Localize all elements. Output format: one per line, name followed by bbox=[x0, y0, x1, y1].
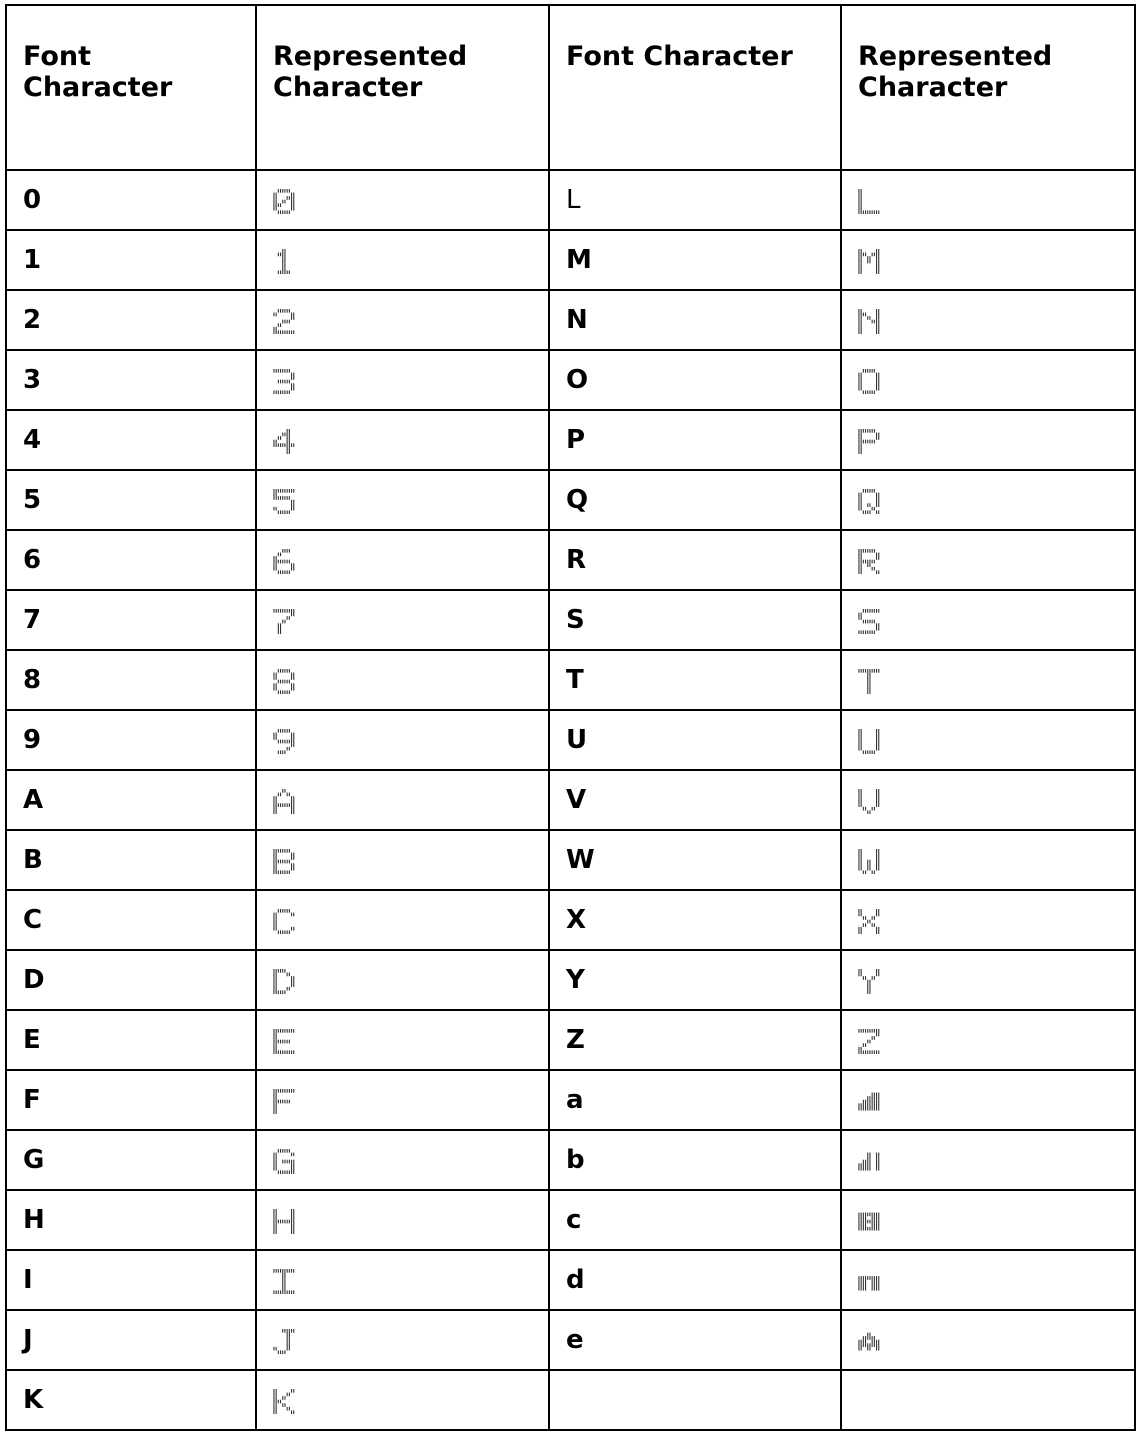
represented-character-glyph bbox=[858, 789, 880, 814]
represented-character-right bbox=[841, 410, 1135, 470]
font-character-left: 5 bbox=[6, 470, 256, 530]
font-character-left: E bbox=[6, 1010, 256, 1070]
font-character-left: 3 bbox=[6, 350, 256, 410]
represented-character-glyph bbox=[273, 849, 295, 874]
represented-character-glyph bbox=[273, 189, 295, 214]
represented-character-right bbox=[841, 1370, 1135, 1430]
represented-character-glyph bbox=[273, 909, 295, 934]
represented-character-right bbox=[841, 890, 1135, 950]
represented-character-glyph bbox=[273, 1209, 295, 1234]
represented-character-right bbox=[841, 830, 1135, 890]
font-character-left: 8 bbox=[6, 650, 256, 710]
represented-character-glyph bbox=[858, 369, 880, 394]
font-character-left: J bbox=[6, 1310, 256, 1370]
represented-character-left bbox=[256, 830, 549, 890]
represented-character-right bbox=[841, 230, 1135, 290]
represented-character-glyph bbox=[858, 1089, 880, 1114]
represented-character-glyph bbox=[858, 969, 880, 994]
font-character-left: G bbox=[6, 1130, 256, 1190]
represented-character-right bbox=[841, 710, 1135, 770]
table-row bbox=[6, 1310, 1135, 1370]
represented-character-left bbox=[256, 890, 549, 950]
represented-character-glyph bbox=[858, 189, 880, 214]
represented-character-glyph bbox=[858, 309, 880, 334]
represented-character-glyph bbox=[273, 1029, 295, 1054]
represented-character-glyph bbox=[273, 549, 295, 574]
font-character-right: R bbox=[549, 530, 841, 590]
represented-character-glyph bbox=[858, 1329, 880, 1354]
table-row bbox=[6, 290, 1135, 350]
represented-character-glyph bbox=[273, 1329, 295, 1354]
table-row bbox=[6, 830, 1135, 890]
font-character-right: L bbox=[549, 170, 841, 230]
table-row bbox=[6, 410, 1135, 470]
represented-character-right bbox=[841, 590, 1135, 650]
font-character-left: B bbox=[6, 830, 256, 890]
represented-character-left bbox=[256, 650, 549, 710]
represented-character-glyph bbox=[858, 849, 880, 874]
represented-character-glyph bbox=[858, 249, 880, 274]
represented-character-glyph bbox=[273, 669, 295, 694]
font-character-left: 2 bbox=[6, 290, 256, 350]
header-font-character-2: Font Character bbox=[549, 5, 841, 170]
represented-character-right bbox=[841, 530, 1135, 590]
header-represented-character-1: Represented Character bbox=[256, 5, 549, 170]
represented-character-left bbox=[256, 170, 549, 230]
table-row bbox=[6, 1190, 1135, 1250]
table-row bbox=[6, 170, 1135, 230]
font-character-right: W bbox=[549, 830, 841, 890]
represented-character-left bbox=[256, 770, 549, 830]
represented-character-left bbox=[256, 1190, 549, 1250]
represented-character-glyph bbox=[273, 789, 295, 814]
table-row bbox=[6, 950, 1135, 1010]
table-row bbox=[6, 890, 1135, 950]
font-character-right: Q bbox=[549, 470, 841, 530]
font-character-left: I bbox=[6, 1250, 256, 1310]
represented-character-right bbox=[841, 170, 1135, 230]
represented-character-right bbox=[841, 1070, 1135, 1130]
font-character-right: d bbox=[549, 1250, 841, 1310]
font-character-right: N bbox=[549, 290, 841, 350]
table-row bbox=[6, 530, 1135, 590]
represented-character-left bbox=[256, 1250, 549, 1310]
represented-character-left bbox=[256, 1310, 549, 1370]
represented-character-right bbox=[841, 290, 1135, 350]
represented-character-glyph bbox=[858, 1029, 880, 1054]
represented-character-glyph bbox=[273, 1269, 295, 1294]
font-character-left: 9 bbox=[6, 710, 256, 770]
represented-character-left bbox=[256, 1010, 549, 1070]
font-character-right: c bbox=[549, 1190, 841, 1250]
represented-character-glyph bbox=[858, 729, 880, 754]
represented-character-glyph bbox=[273, 249, 295, 274]
represented-character-right bbox=[841, 350, 1135, 410]
represented-character-glyph bbox=[273, 729, 295, 754]
represented-character-right bbox=[841, 650, 1135, 710]
font-character-left: 1 bbox=[6, 230, 256, 290]
table-row bbox=[6, 230, 1135, 290]
font-character-left: 0 bbox=[6, 170, 256, 230]
font-character-right: Z bbox=[549, 1010, 841, 1070]
font-character-right: X bbox=[549, 890, 841, 950]
represented-character-left bbox=[256, 530, 549, 590]
font-character-right: Y bbox=[549, 950, 841, 1010]
represented-character-glyph bbox=[858, 1149, 880, 1174]
font-character-left: K bbox=[6, 1370, 256, 1430]
table-row bbox=[6, 590, 1135, 650]
represented-character-left bbox=[256, 590, 549, 650]
font-character-left: H bbox=[6, 1190, 256, 1250]
font-character-right bbox=[549, 1370, 841, 1430]
font-character-left: D bbox=[6, 950, 256, 1010]
represented-character-left bbox=[256, 1370, 549, 1430]
font-character-left: 6 bbox=[6, 530, 256, 590]
represented-character-left bbox=[256, 1070, 549, 1130]
font-character-left: A bbox=[6, 770, 256, 830]
represented-character-glyph bbox=[273, 1389, 295, 1414]
table-row bbox=[6, 710, 1135, 770]
font-character-left: F bbox=[6, 1070, 256, 1130]
represented-character-glyph bbox=[858, 1209, 880, 1234]
represented-character-left bbox=[256, 230, 549, 290]
represented-character-glyph bbox=[273, 1089, 295, 1114]
table-row bbox=[6, 1370, 1135, 1430]
represented-character-glyph bbox=[858, 489, 880, 514]
font-character-right: b bbox=[549, 1130, 841, 1190]
represented-character-right bbox=[841, 1310, 1135, 1370]
represented-character-right bbox=[841, 950, 1135, 1010]
represented-character-glyph bbox=[273, 369, 295, 394]
represented-character-glyph bbox=[858, 429, 880, 454]
header-row bbox=[6, 5, 1135, 170]
represented-character-glyph bbox=[273, 1149, 295, 1174]
represented-character-left bbox=[256, 350, 549, 410]
font-character-right: S bbox=[549, 590, 841, 650]
represented-character-glyph bbox=[273, 609, 295, 634]
represented-character-glyph bbox=[858, 549, 880, 574]
represented-character-left bbox=[256, 1130, 549, 1190]
table-row bbox=[6, 770, 1135, 830]
font-character-right: U bbox=[549, 710, 841, 770]
table-row bbox=[6, 1010, 1135, 1070]
header-represented-character-2: Represented Character bbox=[841, 5, 1135, 170]
font-character-right: a bbox=[549, 1070, 841, 1130]
table-row bbox=[6, 350, 1135, 410]
font-character-left: 7 bbox=[6, 590, 256, 650]
font-character-right: O bbox=[549, 350, 841, 410]
represented-character-glyph bbox=[273, 429, 295, 454]
font-mapping-table bbox=[5, 4, 1136, 1431]
represented-character-glyph bbox=[273, 489, 295, 514]
represented-character-left bbox=[256, 470, 549, 530]
represented-character-glyph bbox=[858, 669, 880, 694]
represented-character-glyph bbox=[858, 909, 880, 934]
header-font-character-1: Font Character bbox=[6, 5, 256, 170]
font-character-right: T bbox=[549, 650, 841, 710]
table-row bbox=[6, 650, 1135, 710]
represented-character-glyph bbox=[273, 309, 295, 334]
represented-character-right bbox=[841, 1130, 1135, 1190]
font-character-left: C bbox=[6, 890, 256, 950]
font-character-right: P bbox=[549, 410, 841, 470]
represented-character-left bbox=[256, 950, 549, 1010]
font-character-right: V bbox=[549, 770, 841, 830]
represented-character-right bbox=[841, 470, 1135, 530]
table-row bbox=[6, 1250, 1135, 1310]
represented-character-left bbox=[256, 410, 549, 470]
table-row bbox=[6, 1130, 1135, 1190]
represented-character-left bbox=[256, 290, 549, 350]
font-character-left: 4 bbox=[6, 410, 256, 470]
represented-character-glyph bbox=[273, 969, 295, 994]
represented-character-glyph bbox=[858, 1269, 880, 1294]
table-body bbox=[6, 170, 1135, 1430]
represented-character-left bbox=[256, 710, 549, 770]
table-row bbox=[6, 470, 1135, 530]
font-character-right: M bbox=[549, 230, 841, 290]
represented-character-right bbox=[841, 1190, 1135, 1250]
font-character-right: e bbox=[549, 1310, 841, 1370]
represented-character-glyph bbox=[858, 609, 880, 634]
represented-character-right bbox=[841, 770, 1135, 830]
table-row bbox=[6, 1070, 1135, 1130]
represented-character-right bbox=[841, 1250, 1135, 1310]
represented-character-right bbox=[841, 1010, 1135, 1070]
